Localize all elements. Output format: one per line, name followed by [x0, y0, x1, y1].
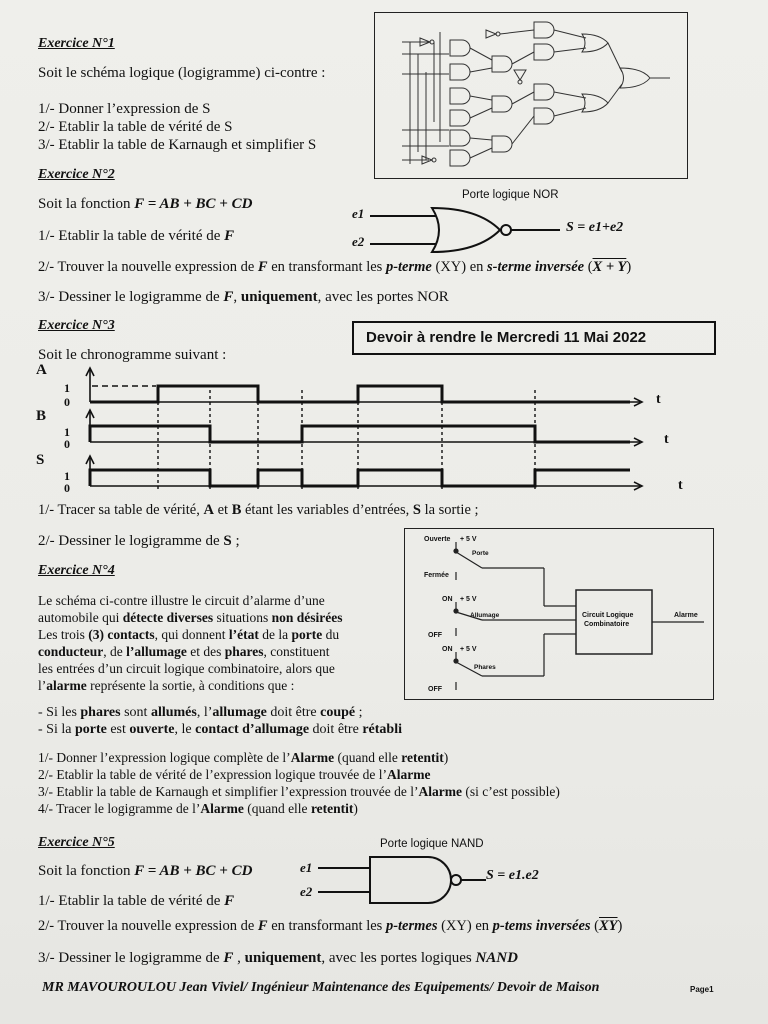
- deadline-box: [352, 321, 716, 355]
- b-level-low: 0: [64, 437, 70, 451]
- ex1-q2: 2/- Etablir la table de vérité de S: [38, 119, 233, 135]
- ex2-intro: Soit la fonction F = AB + BC + CD: [38, 196, 253, 212]
- ex5-function: F = AB + BC + CD: [134, 863, 253, 879]
- s-level-high: 1: [64, 469, 70, 483]
- ex4-q4: 4/- Tracer le logigramme de l’Alarme (quand elle retentit): [38, 801, 358, 816]
- ex2-title: Exercice N°2: [38, 167, 115, 182]
- nand-output-expression: S = e1.e2: [486, 868, 539, 883]
- signal-a-label: A: [36, 362, 47, 378]
- ex3-intro: Soit le chronogramme suivant :: [38, 347, 227, 363]
- ex2-q2: 2/- Trouver la nouvelle expression de F en transformant les p-terme (XY) en s-terme inversée (X + Y): [38, 259, 632, 275]
- diag-circuit-line1: Circuit Logique: [582, 612, 634, 619]
- ex5-q1: 1/- Etablir la table de vérité de F: [38, 893, 235, 909]
- diag-circuit-line2: Combinatoire: [584, 621, 630, 628]
- ex3-q1: 1/- Tracer sa table de vérité, A et B étant les variables d’entrées, S la sortie ;: [38, 502, 479, 518]
- diag-on-phares: ON: [442, 646, 453, 653]
- time-label-b: t: [664, 432, 669, 447]
- ex3-q2: 2/- Dessiner le logigramme de S ;: [38, 533, 240, 549]
- footer-page-number: Page1: [690, 985, 714, 994]
- ex4-q2: 2/- Etablir la table de vérité de l’expression logique trouvée de l’Alarme: [38, 767, 431, 782]
- diag-ouverte: Ouverte: [424, 536, 451, 543]
- s-level-low: 0: [64, 481, 70, 495]
- ex2-q3: 3/- Dessiner le logigramme de F, uniquement, avec les portes NOR: [38, 289, 449, 305]
- ex5-intro: Soit la fonction F = AB + BC + CD: [38, 863, 253, 879]
- alarm-circuit-diagram: [404, 528, 712, 698]
- nor-input-e2: e2: [352, 234, 365, 249]
- a-level-low: 0: [64, 395, 70, 409]
- ex1-title: Exercice N°1: [38, 36, 115, 51]
- nand-gate-symbol: [318, 854, 498, 906]
- ex4-q3: 3/- Etablir la table de Karnaugh et simplifier l’expression trouvée de l’Alarme (si c’est possible): [38, 784, 560, 799]
- diag-alarme: Alarme: [674, 612, 698, 619]
- diag-phares: Phares: [474, 664, 496, 671]
- nand-gate-title: Porte logique NAND: [380, 838, 484, 850]
- nand-input-e1: e1: [300, 860, 313, 875]
- footer-author: MR MAVOUROULOU Jean Viviel/ Ingénieur Maintenance des Equipements/ Devoir de Maison: [42, 980, 600, 995]
- time-label-s: t: [678, 478, 683, 493]
- nor-gate-symbol: [370, 204, 570, 252]
- ex4-q1: 1/- Donner l’expression logique complète de l’Alarme (quand elle retentit): [38, 750, 449, 765]
- ex2-q1: 1/- Etablir la table de vérité de F: [38, 228, 235, 244]
- nor-gate-title: Porte logique NOR: [462, 189, 559, 201]
- diag-on-allumage: ON: [442, 596, 453, 603]
- nor-output-expression: S = e1+e2: [566, 220, 624, 235]
- deadline-text: Devoir à rendre le Mercredi 11 Mai 2022: [366, 329, 647, 346]
- ex4-paragraph: Le schéma ci-contre illustre le circuit d’alarme d’une automobile qui détecte diverses situations non désirées Les trois (3) contacts, qui donnent l’état de la porte du conducteur, de l’allumage et des phares, constituent les entrées d’un circuit logique combinatoire, alors que l’alarme représente la sortie, à conditions que :: [38, 593, 343, 693]
- diag-off-allumage: OFF: [428, 632, 442, 639]
- b-level-high: 1: [64, 425, 70, 439]
- diag-fermee: Fermée: [424, 572, 449, 579]
- diag-5v-allumage: + 5 V: [460, 596, 477, 603]
- nand-input-e2: e2: [300, 884, 313, 899]
- timing-diagram: [30, 362, 700, 497]
- nor-input-e1: e1: [352, 206, 365, 221]
- diag-5v-porte: + 5 V: [460, 536, 477, 543]
- ex5-title: Exercice N°5: [38, 835, 115, 850]
- ex1-intro: Soit le schéma logique (logigramme) ci-contre :: [38, 65, 326, 81]
- ex4-title: Exercice N°4: [38, 563, 115, 578]
- ex4-condition-1: - Si les phares sont allumés, l’allumage doit être coupé ;: [38, 705, 363, 720]
- diag-porte: Porte: [472, 550, 489, 557]
- a-level-high: 1: [64, 381, 70, 395]
- ex2-function: F = AB + BC + CD: [134, 196, 253, 212]
- diag-allumage: Allumage: [470, 612, 500, 619]
- diag-off-phares: OFF: [428, 686, 442, 693]
- diag-5v-phares: + 5 V: [460, 646, 477, 653]
- signal-b-label: B: [36, 408, 47, 424]
- logic-diagram: [374, 12, 686, 177]
- ex5-q3: 3/- Dessiner le logigramme de F , uniquement, avec les portes logiques NAND: [38, 950, 518, 966]
- signal-s-label: S: [36, 452, 45, 468]
- ex1-q1: 1/- Donner l’expression de S: [38, 101, 211, 117]
- ex1-q3: 3/- Etablir la table de Karnaugh et simplifier S: [38, 137, 317, 153]
- time-label-a: t: [656, 392, 661, 407]
- ex5-q2: 2/- Trouver la nouvelle expression de F en transformant les p-termes (XY) en p-tems inversées $(\overline{XY})$: [38, 918, 623, 934]
- ex4-condition-2: - Si la porte est ouverte, le contact d’allumage doit être rétabli: [38, 722, 402, 737]
- ex3-title: Exercice N°3: [38, 318, 115, 333]
